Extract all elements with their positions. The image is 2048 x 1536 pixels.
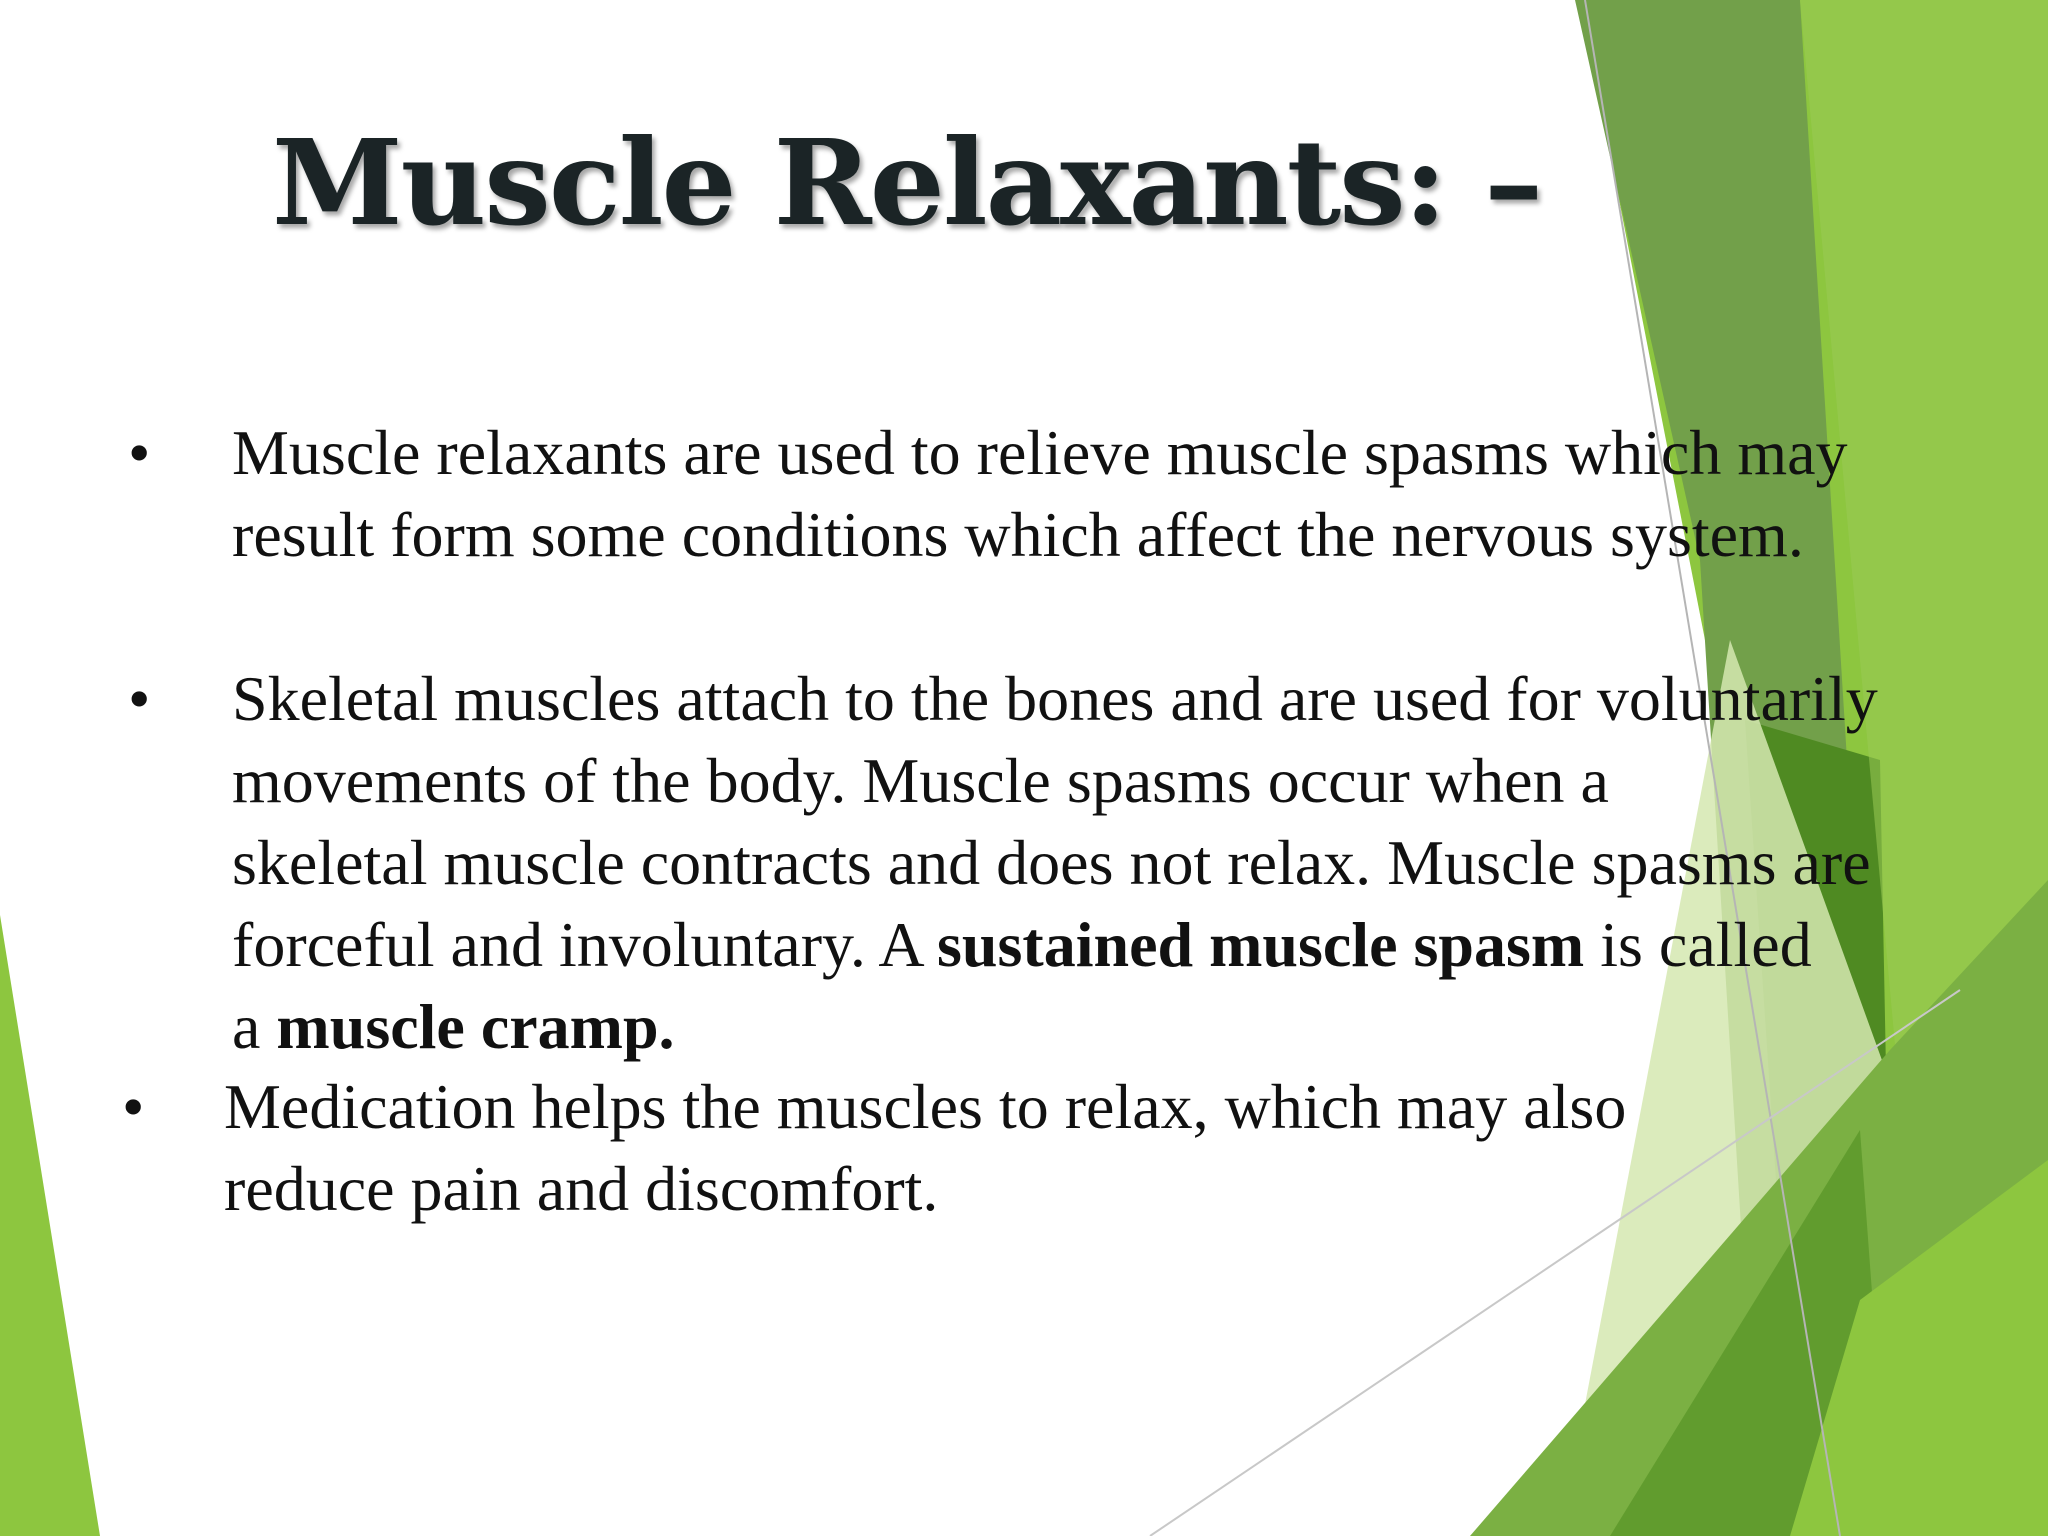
bullet-dot: • [122, 1071, 145, 1142]
bullet-line: Medication helps the muscles to relax, which may also [224, 1071, 1627, 1142]
slide-title: Muscle Relaxants: – [272, 113, 1542, 252]
bullet-text [232, 658, 1878, 1068]
bullet-line: Skeletal muscles attach to the bones and are used for voluntarily [232, 663, 1878, 734]
bullet-line: movements of the body. Muscle spasms occur when a [232, 745, 1609, 816]
bold-term-sustained-muscle-spasm: sustained muscle spasm [937, 909, 1585, 980]
bold-term-muscle-cramp: muscle cramp. [276, 991, 675, 1062]
deco-left-sliver [0, 915, 100, 1536]
bullet-dot: • [128, 663, 151, 734]
bullet-line: result form some conditions which affect the nervous system. [232, 499, 1804, 570]
bullet-line [232, 986, 1878, 1068]
bullet-dot: • [128, 417, 151, 488]
line-text: is called [1584, 909, 1812, 980]
bullet-line [232, 904, 1878, 986]
bullet-text [224, 1066, 1626, 1230]
bullet-line: skeletal muscle contracts and does not relax. Muscle spasms are [232, 827, 1871, 898]
line-text: forceful and involuntary. A [232, 909, 937, 980]
bullet-line: reduce pain and discomfort. [224, 1153, 939, 1224]
bullet-text [232, 412, 1848, 576]
line-text: a [232, 991, 277, 1062]
bullet-line: Muscle relaxants are used to relieve muscle spasms which may [232, 417, 1848, 488]
